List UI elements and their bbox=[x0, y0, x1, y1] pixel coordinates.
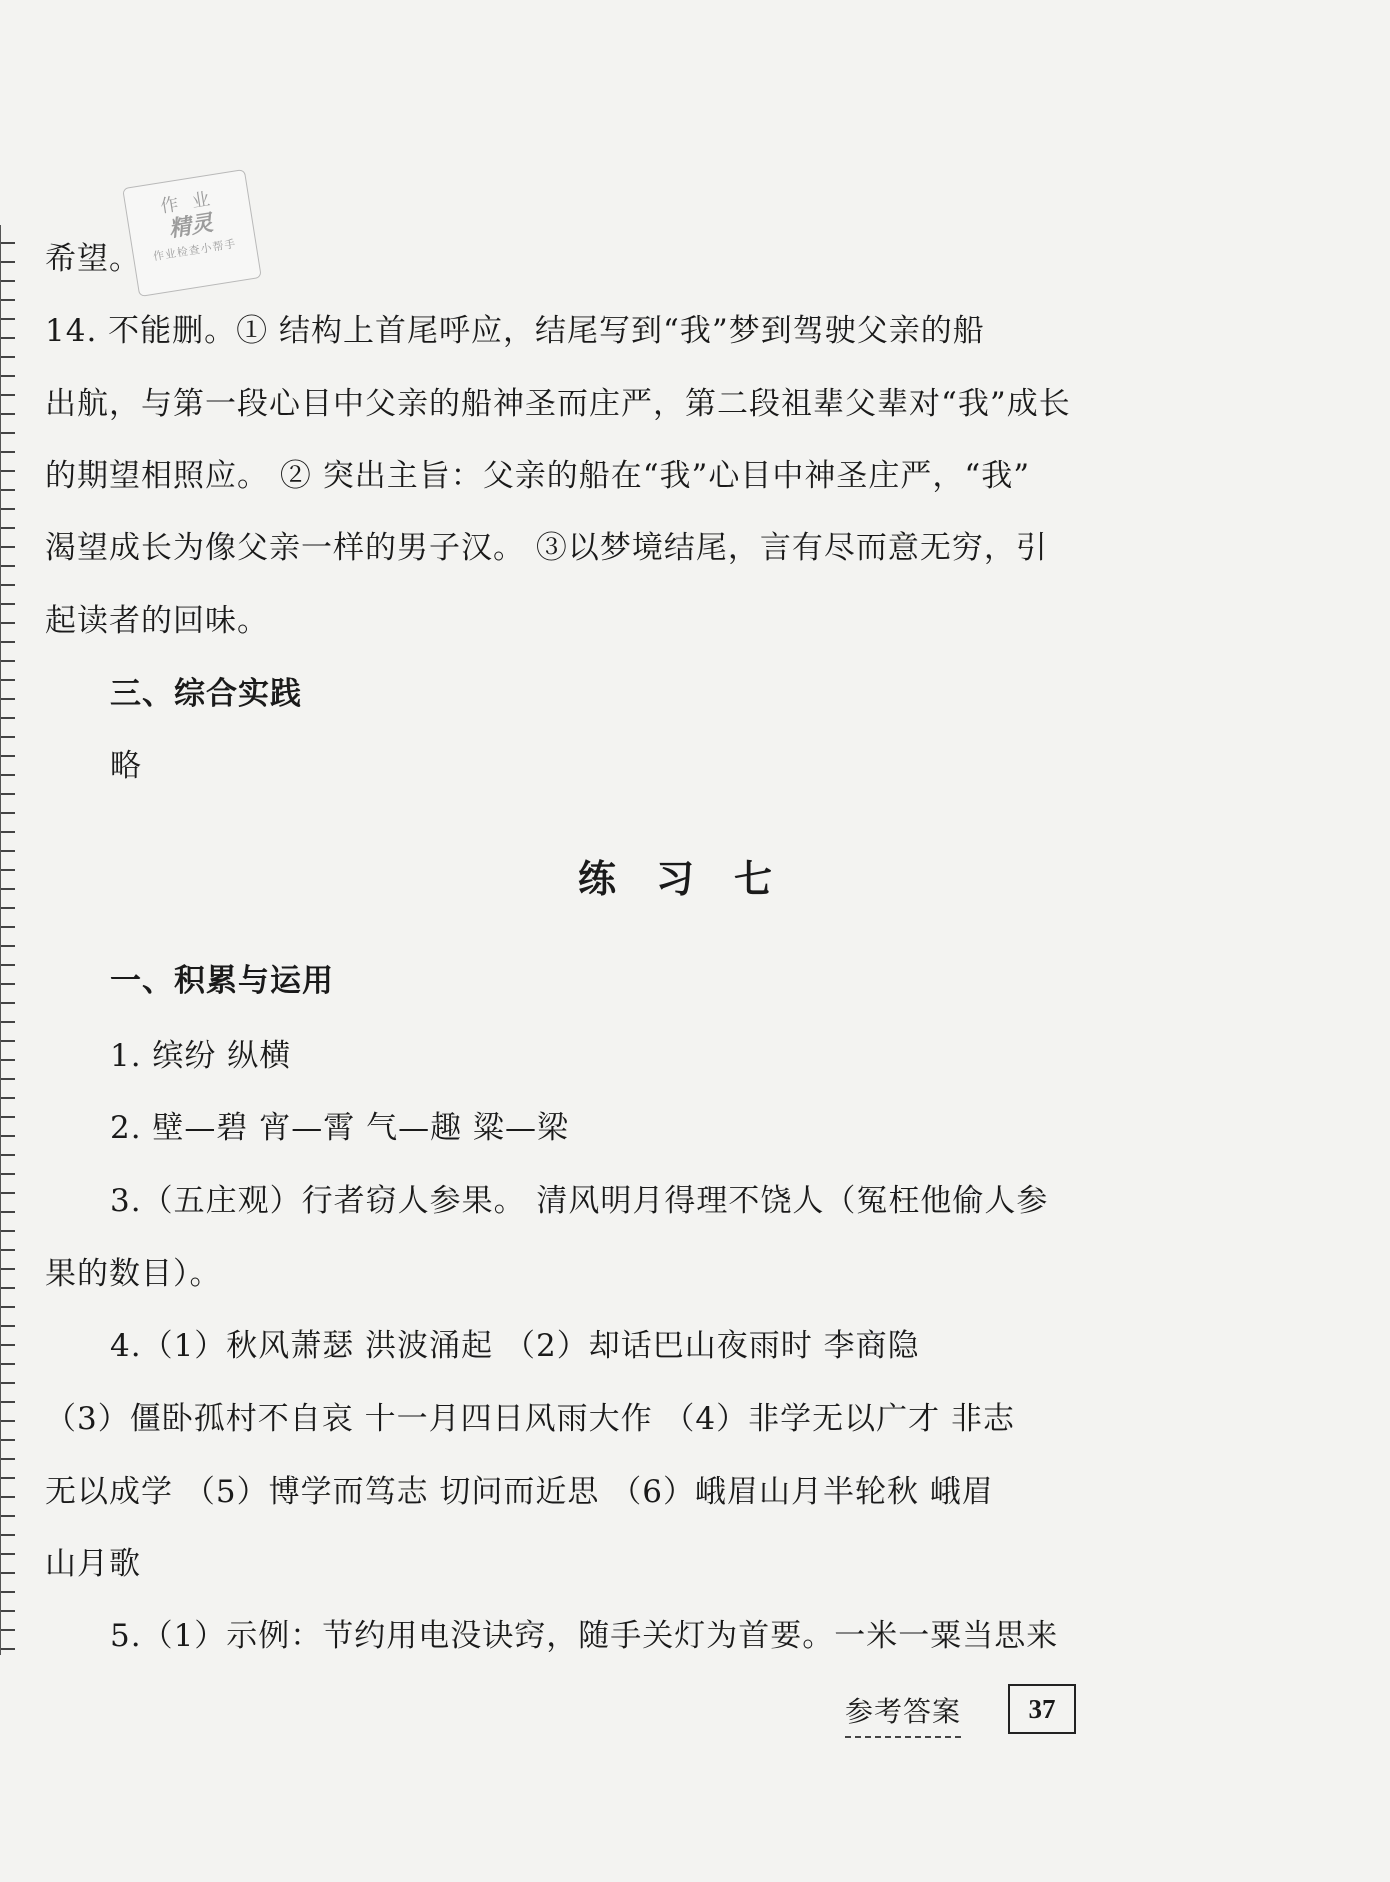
answer-2-line: 2. 壁—碧 宵—霄 气—趣 粱—梁 bbox=[110, 1110, 569, 1146]
text-line: 起读者的回味。 bbox=[45, 603, 269, 639]
stamp-line-2: 精灵 bbox=[167, 210, 215, 243]
answer-1-line: 1. 缤纷 纵横 bbox=[110, 1038, 292, 1074]
text-line: 果的数目）。 bbox=[45, 1256, 222, 1292]
text-line: 的期望相照应。 ② 突出主旨：父亲的船在“我”心目中神圣庄严，“我” bbox=[45, 458, 1031, 494]
exercise-title: 练习七 bbox=[577, 857, 812, 901]
stamp-line-1: 作 业 bbox=[159, 188, 216, 218]
page-number: 37 bbox=[1008, 1684, 1076, 1734]
text-line: 无以成学 （5）博学而笃志 切问而近思 （6）峨眉山月半轮秋 峨眉 bbox=[45, 1474, 994, 1510]
text-line: 希望。 bbox=[45, 241, 141, 277]
text-line: 略 bbox=[110, 748, 142, 784]
answer-3-line: 3.（五庄观）行者窃人参果。 清风明月得理不饶人（冤枉他偷人参 bbox=[110, 1183, 1049, 1219]
section-heading: 三、综合实践 bbox=[110, 676, 302, 712]
text-line: 山月歌 bbox=[45, 1546, 141, 1582]
answer-4-line: 4.（1）秋风萧瑟 洪波涌起 （2）却话巴山夜雨时 李商隐 bbox=[110, 1328, 920, 1364]
text-line: 出航，与第一段心目中父亲的船神圣而庄严，第二段祖辈父辈对“我”成长 bbox=[45, 386, 1071, 422]
answer-14-line: 14. 不能删。① 结构上首尾呼应，结尾写到“我”梦到驾驶父亲的船 bbox=[45, 313, 985, 349]
footer-label: 参考答案 bbox=[845, 1690, 961, 1738]
answer-5-line: 5.（1）示例：节约用电没诀窍，随手关灯为首要。一米一粟当思来 bbox=[110, 1618, 1059, 1654]
section-heading: 一、积累与运用 bbox=[110, 963, 334, 999]
stamp-line-3: 作业检查小帮手 bbox=[152, 237, 238, 264]
binding-margin-marks bbox=[0, 225, 15, 1655]
text-line: 渴望成长为像父亲一样的男子汉。 ③以梦境结尾，言有尽而意无穷，引 bbox=[45, 530, 1048, 566]
text-line: （3）僵卧孤村不自哀 十一月四日风雨大作 （4）非学无以广才 非志 bbox=[45, 1401, 1016, 1437]
